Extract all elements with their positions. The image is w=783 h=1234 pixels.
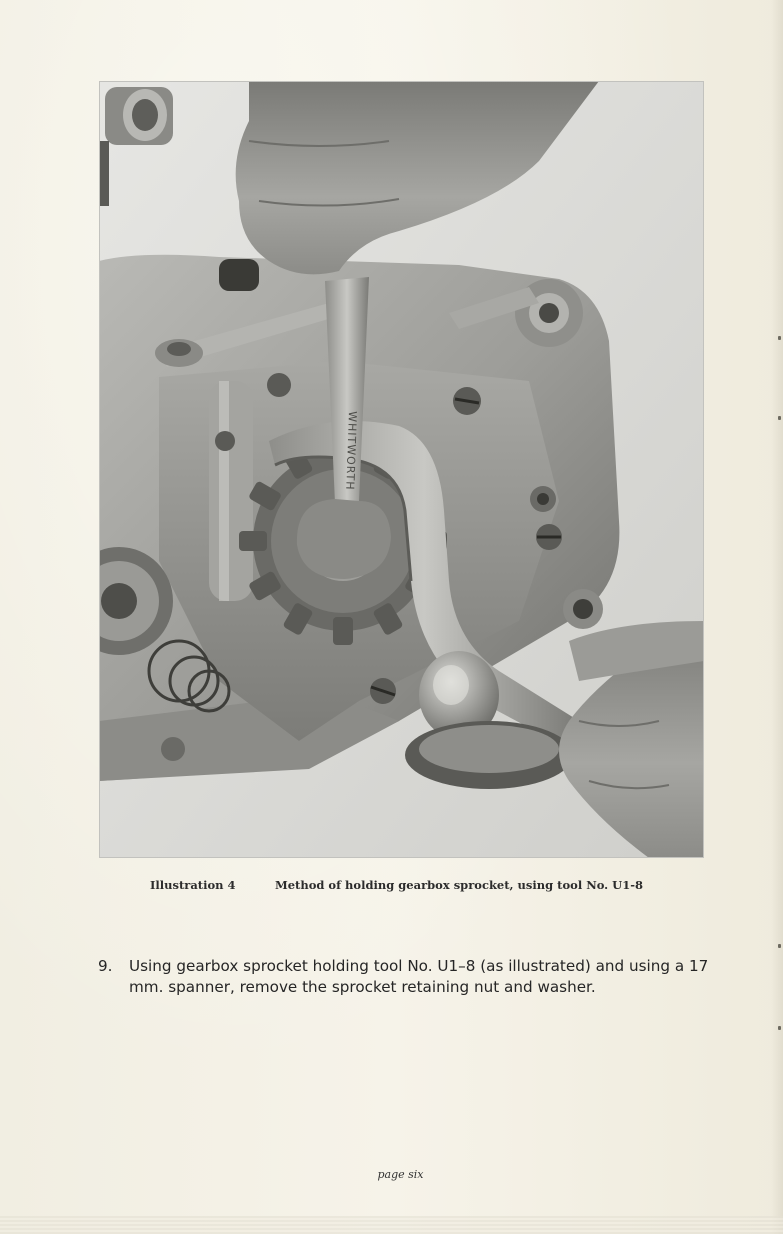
figure-caption-text: Method of holding gearbox sprocket, using tool No. U1-8 <box>275 878 643 892</box>
edge-mark <box>778 944 781 948</box>
figure-label: Illustration 4 <box>150 878 236 892</box>
figure-caption <box>0 876 783 896</box>
page-number: page six <box>377 1168 424 1181</box>
step-text: Using gearbox sprocket holding tool No. U1–8 (as illustrated) and using a 17 mm. spanner, remove the sprocket retaining nut and washer. <box>129 957 709 996</box>
page-bottom-edge <box>0 1216 783 1234</box>
edge-mark <box>778 336 781 340</box>
edge-mark <box>778 416 781 420</box>
page-edge-shadow <box>771 0 783 1234</box>
svg-text:WHITWORTH: WHITWORTH <box>343 410 359 491</box>
edge-mark <box>778 1026 781 1030</box>
illustration-photo <box>99 81 704 858</box>
step-number: 9. <box>98 957 113 975</box>
